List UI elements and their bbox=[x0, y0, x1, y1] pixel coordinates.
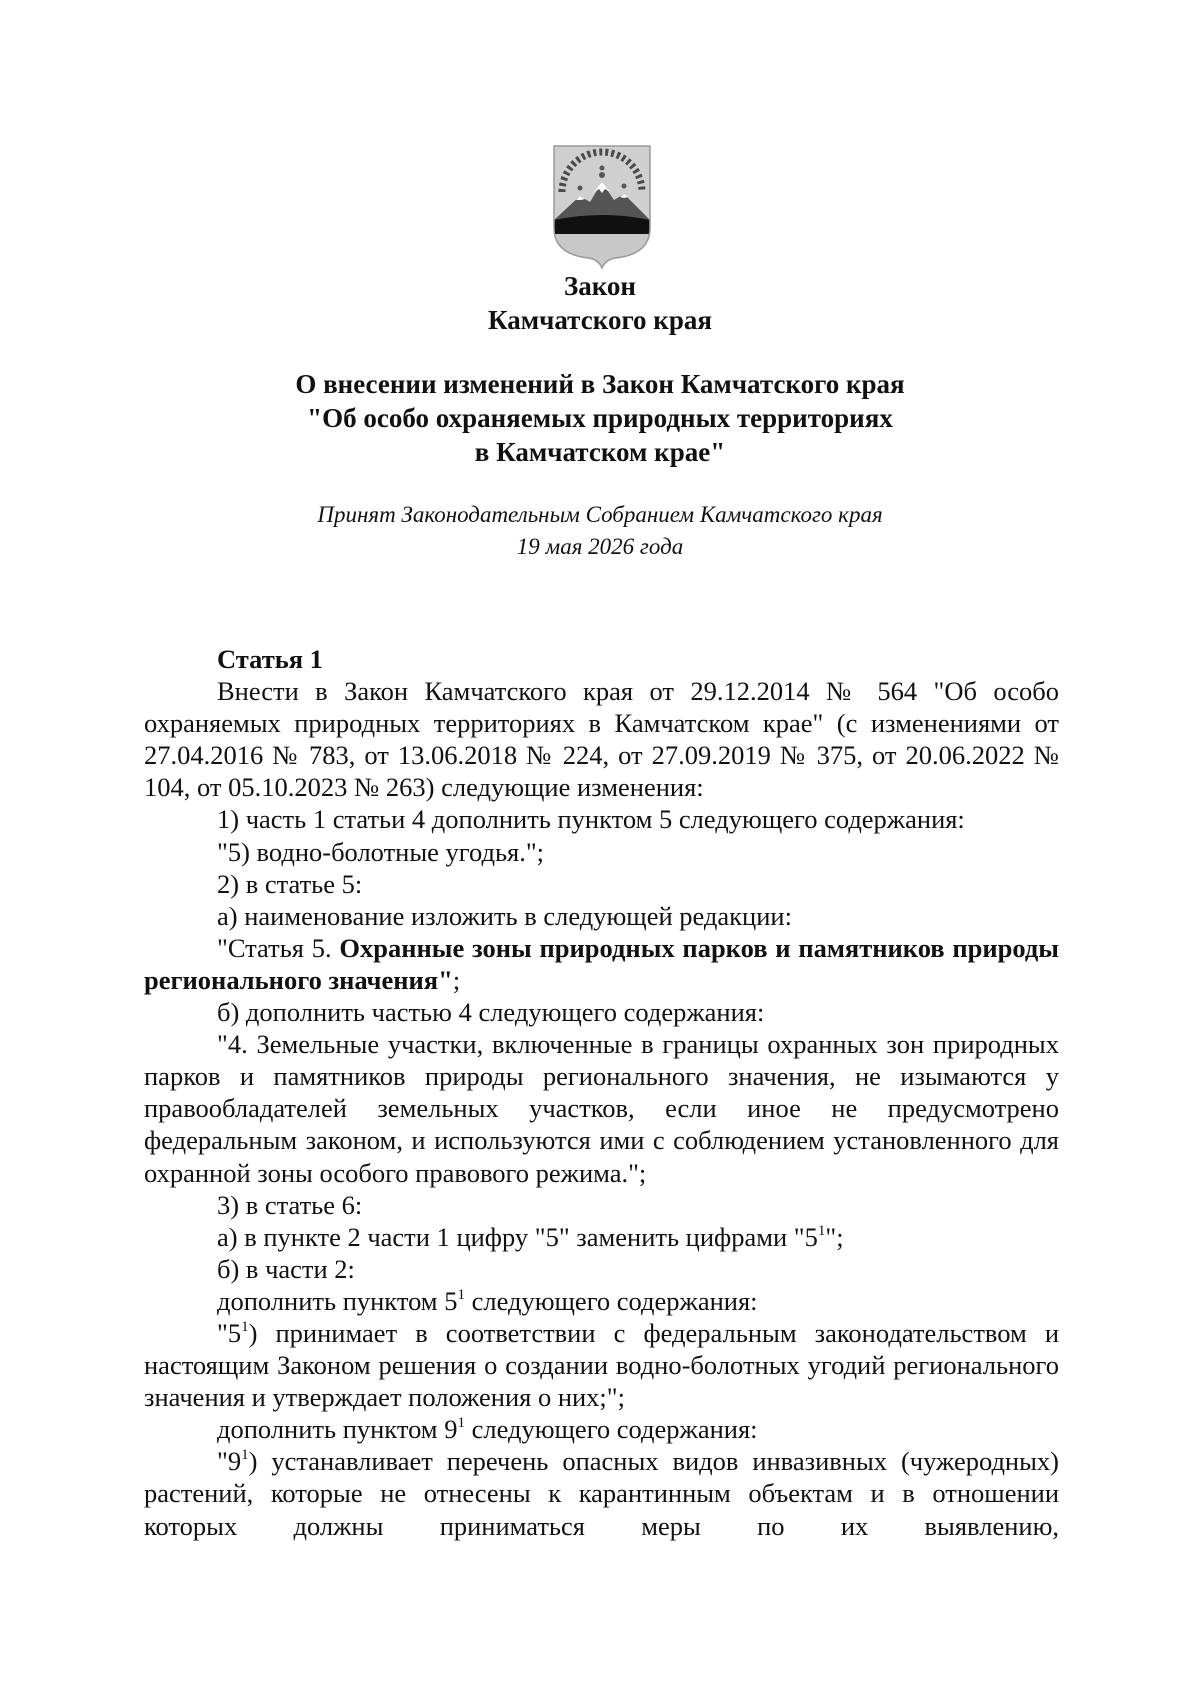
item-1: 1) часть 1 статьи 4 дополнить пунктом 5 следующего содержания: bbox=[217, 804, 965, 835]
doc-title-line-3: в Камчатском крае" bbox=[474, 437, 726, 467]
item-2a-text: "Статья 5. Охранные зоны природных парков и памятников природы регионального значения"; bbox=[144, 932, 1059, 995]
item-2: 2) в статье 5: bbox=[217, 868, 363, 899]
title-line-2: Камчатского края bbox=[488, 305, 712, 335]
kamchatka-coat-of-arms-emblem bbox=[550, 142, 654, 270]
point-9-1-text: "$9^1$) устанавливает перечень опасных видов инвазивных (чужеродных) растений, которые не отнесены к карантинным объектам и в отношении которых должны приниматься меры по их выявлению, bbox=[144, 1446, 1059, 1541]
doc-title-line-2: "Об особо охраняемых природных территориях bbox=[307, 403, 893, 433]
item-2b: б) дополнить частью 4 следующего содержания: bbox=[217, 997, 765, 1028]
item-3b: б) в части 2: bbox=[217, 1253, 355, 1284]
add-point-5-1: дополнить пунктом $5^1$ следующего содержания: bbox=[217, 1285, 758, 1316]
adopted-date: 19 мая 2026 года bbox=[516, 534, 684, 559]
title-line-1: Закон bbox=[563, 271, 636, 301]
item-1-text: "5) водно-болотные угодья."; bbox=[217, 836, 545, 867]
adopted-line-1: Принят Законодательным Собранием Камчатского края bbox=[317, 502, 883, 527]
item-2a: а) наименование изложить в следующей редакции: bbox=[217, 900, 792, 931]
item-2b-text: "4. Земельные участки, включенные в границы охранных зон природных парков и памятников природы регионального значения, не изымаются у правообладателей земельных участков, если иное не предусмотрено федеральным законом, и используются ими с соблюдением установленного для охранной зоны особого правового режима."; bbox=[144, 1029, 1059, 1188]
article-intro: Внести в Закон Камчатского края от 29.12.2014 № 564 "Об особо охраняемых природных территориях в Камчатском крае" (с изменениями от 27.04.2016 № 783, от 13.06.2018 № 224, от 27.09.2019 № 375, от 20.06.2022 № 104, от 05.10.2023 № 263) следующие изменения: bbox=[144, 676, 1059, 803]
article-body bbox=[144, 643, 1059, 1542]
point-5-1-text: "$5^1$) принимает в соответствии с федеральным законодательством и настоящим Законом решения о создании водно-болотных угодий регионального значения и утверждает положения о них;"; bbox=[144, 1317, 1059, 1413]
item-3a: а) в пункте 2 части 1 цифру "5" заменить цифрами "$5^1$"; bbox=[217, 1221, 844, 1252]
article-heading: Статья 1 bbox=[217, 644, 323, 674]
item-3: 3) в статье 6: bbox=[217, 1189, 363, 1220]
add-point-9-1: дополнить пунктом $9^1$ следующего содержания: bbox=[217, 1414, 758, 1445]
doc-title-line-1: О внесении изменений в Закон Камчатского края bbox=[295, 369, 905, 399]
